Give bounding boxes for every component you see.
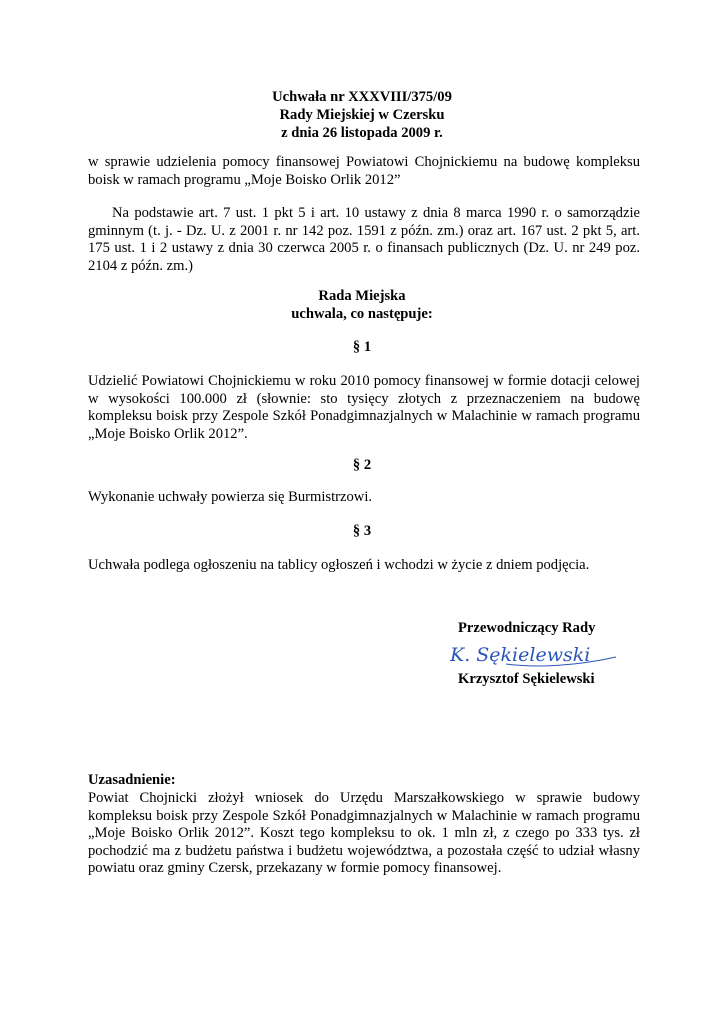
- resolution-header: [0, 88, 724, 142]
- section-2-heading: § 2: [352, 457, 372, 473]
- section-2-text: Wykonanie uchwały powierza się Burmistrzowi.: [88, 489, 373, 505]
- signature-title: Przewodniczący Rady: [458, 620, 596, 636]
- signatory-name: Krzysztof Sękielewski: [458, 671, 595, 687]
- section-1-heading: § 1: [352, 339, 372, 355]
- council-resolves: uchwala, co następuje:: [291, 306, 433, 322]
- justification-text: Powiat Chojnicki złożył wniosek do Urzędu Marszałkowskiego w sprawie budowy kompleksu boisk przy Zespole Szkół Ponadgimnazjalnych w Malachinie w ramach programu „Moje Boisko Orlik 2012”. Koszt tego kompleksu to ok. 1 mln zł, z czego po 333 tys. zł pochodzić ma z budżetu państwa i budżetu województwa, a pozostała część to udział własny powiatu oraz gminy Czersk, przekazany w formie pomocy finansowej.: [88, 790, 640, 877]
- resolution-date: z dnia 26 listopada 2009 r.: [281, 125, 443, 141]
- resolution-number: Uchwała nr XXXVIII/375/09: [272, 89, 452, 105]
- legal-basis: Na podstawie art. 7 ust. 1 pkt 5 i art. 10 ustawy z dnia 8 marca 1990 r. o samorządzie gminnym (t. j. - Dz. U. z 2001 r. nr 142 poz. 1591 z późn. zm.) oraz art. 167 ust. 2 pkt 5, art. 175 ust. 1 i 2 ustawy z dnia 30 czerwca 2005 r. o finansach publicznych (Dz. U. nr 249 poz. 2104 z późn. zm.): [88, 205, 640, 274]
- resolution-subject: w sprawie udzielenia pomocy finansowej Powiatowi Chojnickiemu na budowę kompleksu boisk w ramach programu „Moje Boisko Orlik 2012”: [88, 154, 640, 188]
- section-3-heading: § 3: [352, 523, 372, 539]
- section-3-text: Uchwała podlega ogłoszeniu na tablicy ogłoszeń i wchodzi w życie z dniem podjęcia.: [88, 557, 590, 573]
- handwritten-signature: [446, 637, 626, 671]
- council-title: Rada Miejska: [318, 288, 406, 304]
- council-name: Rady Miejskiej w Czersku: [279, 107, 445, 123]
- justification-heading: Uzasadnienie:: [88, 772, 176, 788]
- section-1-text: Udzielić Powiatowi Chojnickiemu w roku 2010 pomocy finansowej w formie dotacji celowej w wysokości 100.000 zł (słownie: sto tysięcy złotych z przeznaczeniem na budowę kompleksu boisk przy Zespole Szkół Ponadgimnazjalnych w Malachinie w ramach programu „Moje Boisko Orlik 2012”.: [88, 373, 640, 442]
- council-block: [0, 287, 724, 323]
- signature-script: K. Sękielewski: [450, 644, 591, 666]
